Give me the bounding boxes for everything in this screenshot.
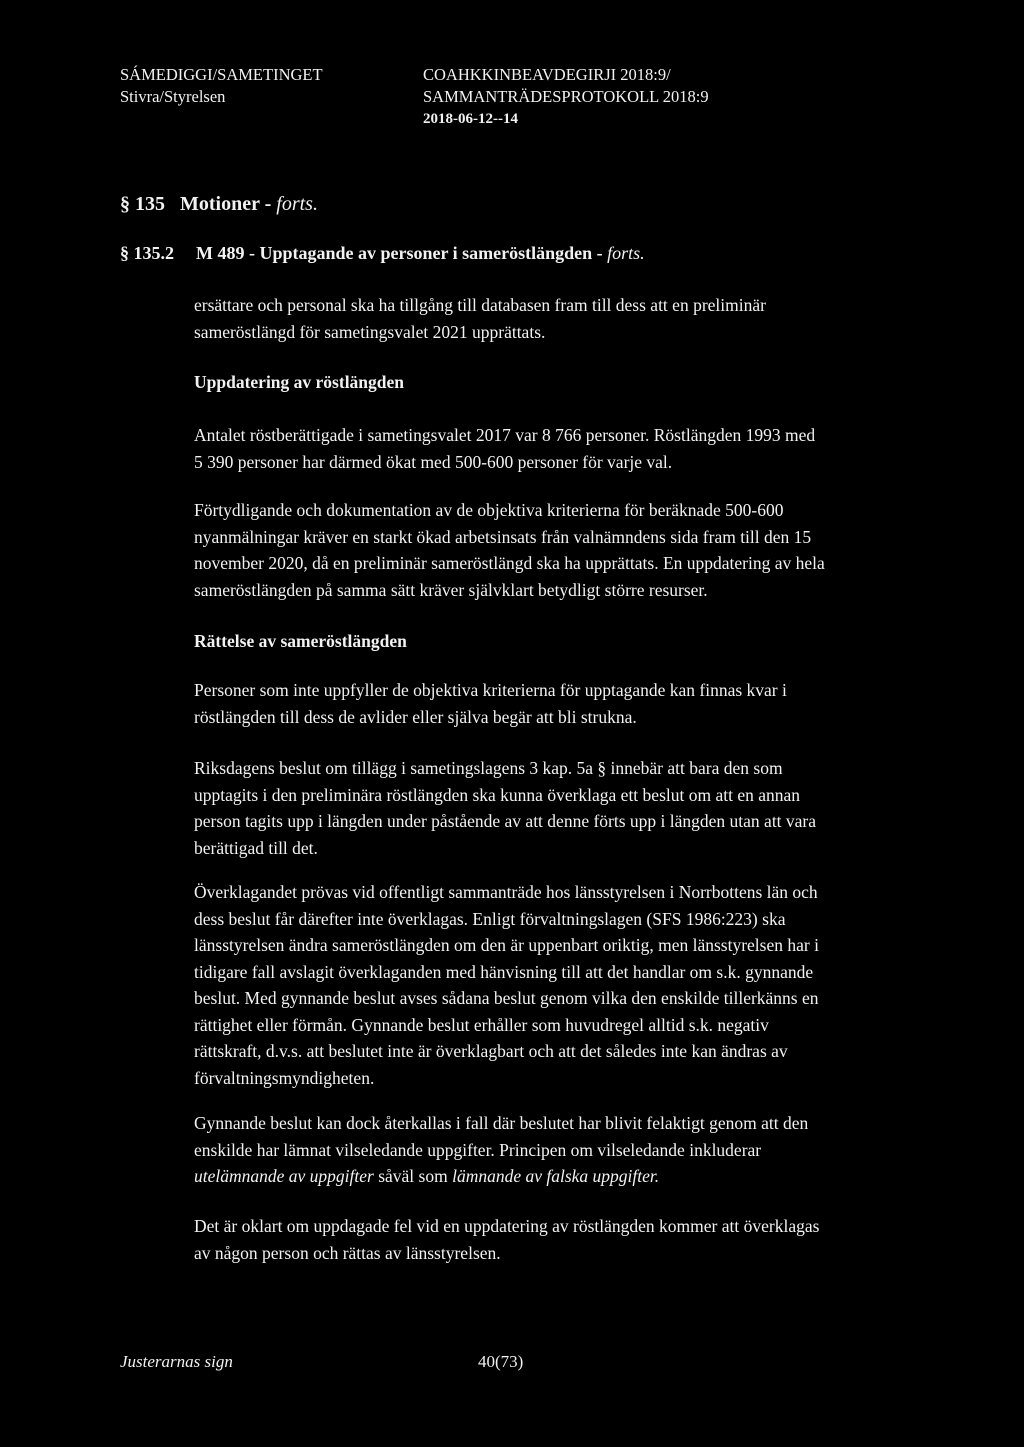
text-line: av någon person och rättas av länsstyrelsen. <box>194 1242 501 1263</box>
correction-paragraph-1 <box>194 677 964 730</box>
subsection-heading <box>120 243 645 264</box>
text-line: beslut. Med gynnande beslut avses sådana beslut genom vilka den enskilde tillerkänns en <box>194 988 819 1008</box>
subsection-title: M 489 - Upptagande av personer i sameröstlängden - <box>196 243 608 263</box>
text-line: dess beslut får därefter inte överklagas. Enligt förvaltningslagen (SFS 1986:223) ska <box>194 908 786 929</box>
text-line: rättighet eller förmån. Gynnande beslut erhåller som huvudregel alltid s.k. negativ <box>194 1014 769 1035</box>
text-fragment: såväl som <box>373 1166 453 1186</box>
section-number: § 135 <box>120 193 165 215</box>
text-line: Gynnande beslut kan dock återkallas i fall där beslutet har blivit felaktigt genom att den <box>194 1113 809 1133</box>
text-line: röstlängden till dess de avlider eller själva begär att bli strukna. <box>194 706 637 727</box>
text-line: ersättare och personal ska ha tillgång till databasen fram till dess att en preliminär <box>194 295 766 315</box>
text-line: Riksdagens beslut om tillägg i sametingslagens 3 kap. 5a § innebär att bara den som <box>194 758 783 778</box>
text-line: Det är oklart om uppdagade fel vid en uppdatering av röstlängden kommer att överklagas <box>194 1216 820 1236</box>
text-line: sameröstlängden på samma sätt kräver självklart betydligt större resurser. <box>194 579 708 600</box>
text-line: enskilde har lämnat vilseledande uppgifter. Principen om vilseledande inkluderar <box>194 1139 762 1160</box>
section-forts: forts. <box>276 193 318 215</box>
header-protocol <box>423 64 843 130</box>
subsection-forts: forts. <box>607 243 645 263</box>
text-line: november 2020, då en preliminär sameröstlängd ska ha upprättats. En uppdatering av hela <box>194 553 825 573</box>
correction-paragraph-5 <box>194 1213 964 1266</box>
text-line: nyanmälningar kräver en starkt ökad arbetsinsats från valnämndens sida fram till den 15 <box>194 526 812 547</box>
text-line: länsstyrelsen ändra sameröstlängden om den är uppenbart oriktig, men länsstyrelsen har i <box>194 935 819 955</box>
correction-paragraph-4 <box>194 1110 964 1190</box>
text-line: Antalet röstberättigade i sametingsvalet 2017 var 8 766 personer. Röstlängden 1993 med <box>194 425 816 445</box>
text-line: Förtydligande och dokumentation av de objektiva kriterierna för beräknade 500-600 <box>194 500 784 520</box>
italic-phrase: utelämnande av uppgifter <box>194 1166 374 1186</box>
subsection-number: § 135.2 <box>120 243 174 263</box>
org-name: SÁMEDIGGI/SAMETINGET <box>120 65 323 84</box>
text-line: berättigad till det. <box>194 837 318 858</box>
intro-paragraph <box>194 292 964 345</box>
text-line: 5 390 personer har därmed ökat med 500-600 personer för varje val. <box>194 451 673 472</box>
text-line: Överklagandet prövas vid offentligt sammanträde hos länsstyrelsen i Norrbottens län och <box>194 882 818 902</box>
section-heading <box>120 193 318 216</box>
italic-phrase: lämnande av falska uppgifter. <box>452 1166 660 1186</box>
signature-label: Justerarnas sign <box>120 1352 233 1371</box>
text-line: tidigare fall avslagit överklaganden med hänvisning till att det handlar om s.k. gynnande <box>194 961 814 982</box>
text-line: upptagits i den preliminära röstlängden ska kunna överklaga ett beslut om att en annan <box>194 784 801 805</box>
correction-paragraph-3 <box>194 879 964 1091</box>
header-organization <box>120 64 410 108</box>
text-line: person tagits upp i längden under påstående av att denne förts upp i längden utan att vara <box>194 811 817 831</box>
text-line: sameröstlängd för sametingsvalet 2021 upprättats. <box>194 321 546 342</box>
correction-heading: Rättelse av sameröstlängden <box>194 631 407 651</box>
section-title: Motioner - <box>180 193 277 215</box>
protocol-date: 2018-06-12--14 <box>423 111 518 127</box>
text-line: Personer som inte uppfyller de objektiva kriterierna för upptagande kan finnas kvar i <box>194 680 787 700</box>
text-line: rättskraft, d.v.s. att beslutet inte är överklagbart och att det således inte kan ändras av <box>194 1041 788 1061</box>
page-number: 40(73) <box>478 1352 524 1371</box>
text-line: förvaltningsmyndigheten. <box>194 1067 375 1088</box>
protocol-title-sami: COAHKKINBEAVDEGIRJI 2018:9/ <box>423 65 671 84</box>
update-paragraph-1 <box>194 422 964 475</box>
org-unit: Stivra/Styrelsen <box>120 87 226 106</box>
update-heading: Uppdatering av röstlängden <box>194 372 405 392</box>
text-line <box>194 1163 964 1190</box>
update-paragraph-2 <box>194 497 964 603</box>
protocol-title-swedish: SAMMANTRÄDESPROTOKOLL 2018:9 <box>423 87 709 106</box>
correction-paragraph-2 <box>194 755 964 861</box>
